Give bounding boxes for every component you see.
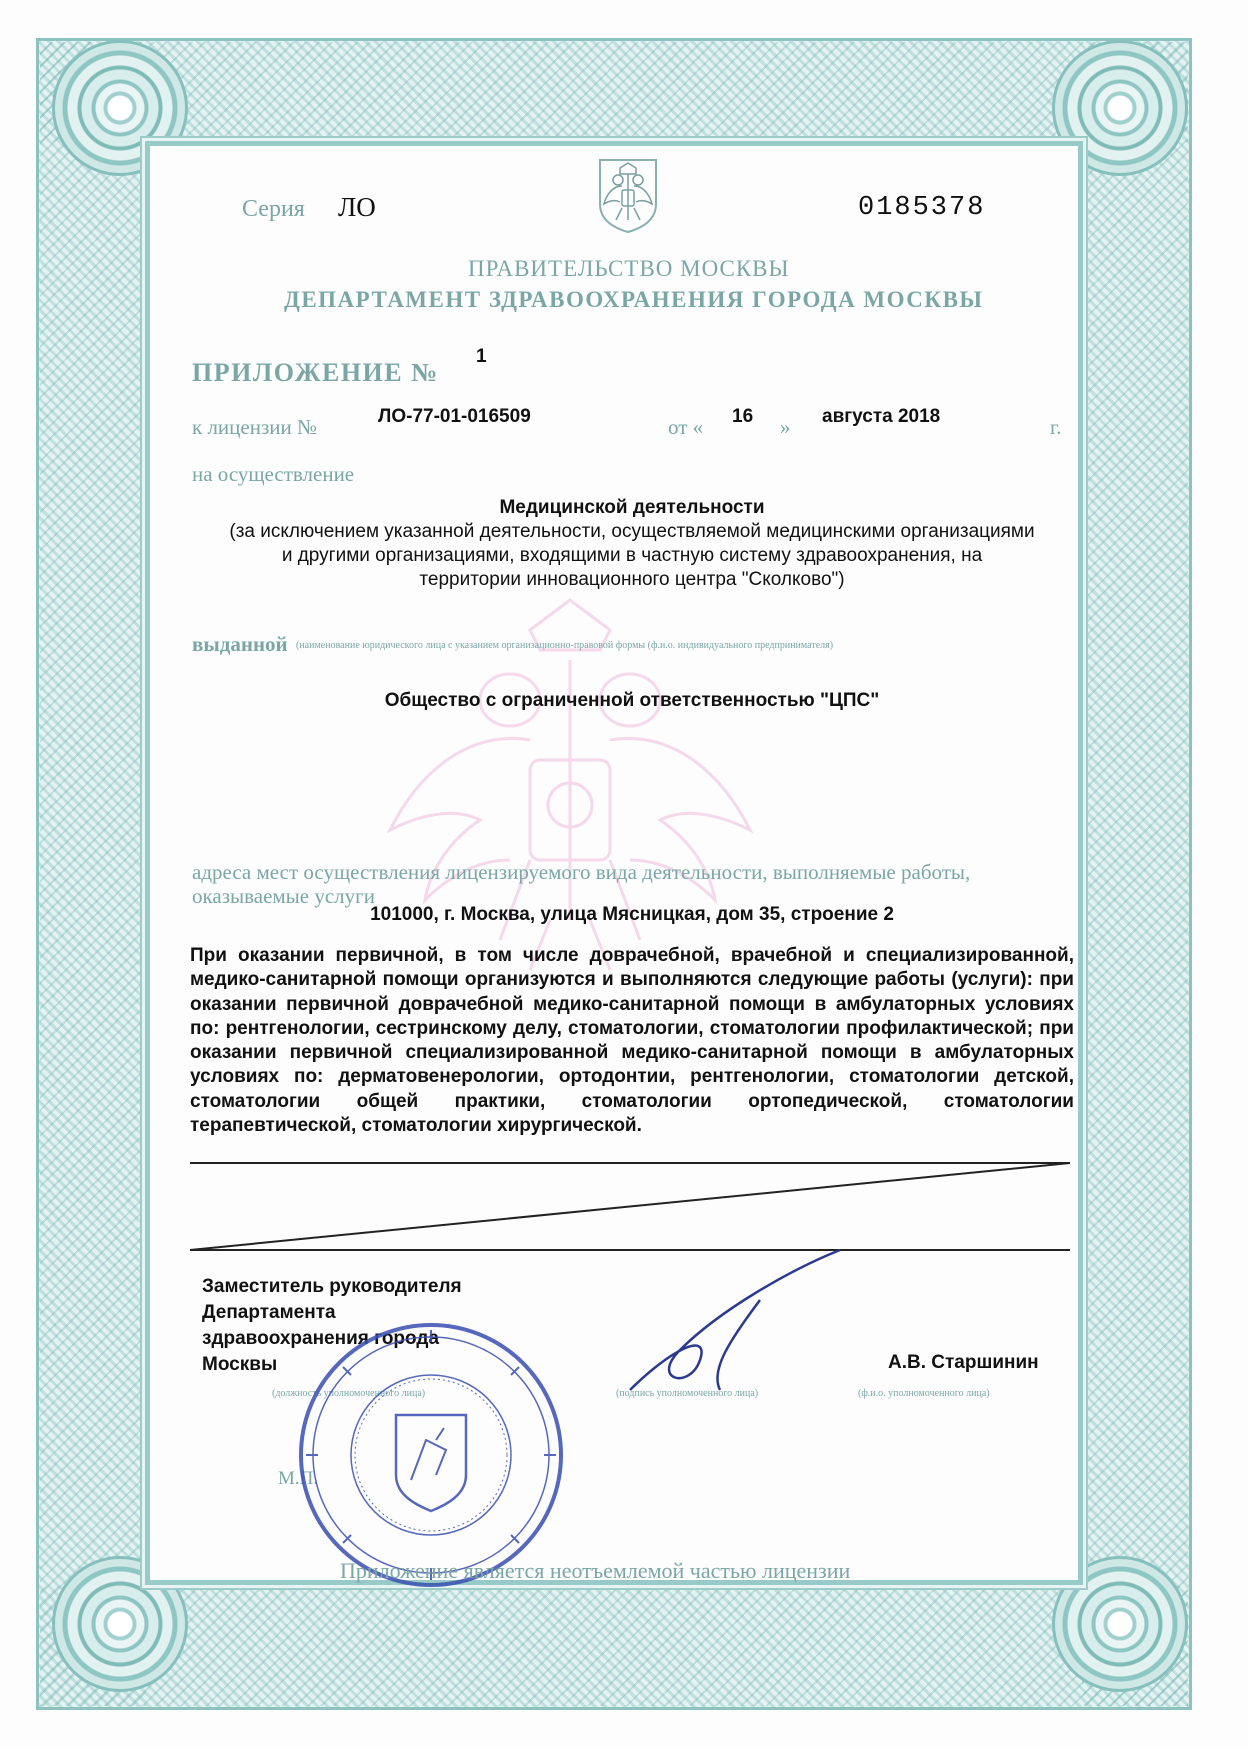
border-band-right xyxy=(1082,42,1188,1706)
address-value: 101000, г. Москва, улица Мясницкая, дом 35, строение 2 xyxy=(370,904,894,925)
signer-position-line: здравоохранения города xyxy=(202,1328,440,1349)
year-suffix: г. xyxy=(1050,415,1062,439)
activity-block xyxy=(180,496,1084,592)
coat-of-arms-icon xyxy=(596,156,660,234)
date-day: 16 xyxy=(732,406,754,427)
handwritten-signature-icon xyxy=(610,1240,870,1400)
signer-name: А.В. Старшинин xyxy=(888,1352,1039,1373)
border-band-left xyxy=(40,42,146,1706)
border-band-bottom xyxy=(40,1586,1188,1706)
purpose-label: на осуществление xyxy=(192,462,355,486)
footer-note: Приложение является неотъемлемой частью лицензии xyxy=(340,1558,851,1583)
license-number: ЛО-77-01-016509 xyxy=(378,406,531,427)
company-name: Общество с ограниченной ответственностью "ЦПС" xyxy=(384,690,880,711)
border-band-top xyxy=(40,42,1188,142)
caption-signature: (подпись уполномоченного лица) xyxy=(616,1388,759,1399)
date-day-close: » xyxy=(780,415,791,439)
signer-position-line: Департамента xyxy=(202,1302,336,1323)
issued-label: выданной xyxy=(192,632,288,656)
issued-hint: (наименование юридического лица с указанием организационно-правовой формы (ф.и.о. индивидуального предпринимателя) xyxy=(296,640,834,651)
activity-line: и другими организациями, входящими в частную систему здравоохранения, на xyxy=(281,545,983,566)
date-from-label: от « xyxy=(668,415,704,439)
signer-position-line: Москвы xyxy=(202,1354,278,1375)
activity-line: (за исключением указанной деятельности, осуществляемой медицинскими организациями xyxy=(229,521,1035,542)
caption-position: (должность уполномоченного лица) xyxy=(272,1388,426,1399)
appendix-label: ПРИЛОЖЕНИЕ № xyxy=(192,358,439,387)
works-paragraph: При оказании первичной, в том числе доврачебной, врачебной и специализированной, медико-санитарной помощи организуются и выполняются следующие работы (услуги): при оказании первичной доврачебной медико-санитарной помощи в амбулаторных условиях по: рентгенологии, сестринскому делу, стоматологии, стоматологии профилактической; при оказании первичной специализированной медико-санитарной помощи в амбулаторных условиях по: дерматовенерологии, ортодонтии, рентгенологии, стоматологии детской, стоматологии общей практики, стоматологии ортопедической, стоматологии терапевтической, стоматологии хирургической. xyxy=(190,945,1074,1137)
series-value: ЛО xyxy=(338,192,376,222)
address-label-cont: оказываемые услуги xyxy=(192,884,376,908)
official-stamp-icon xyxy=(296,1320,566,1590)
address-label: адреса мест осуществления лицензируемого вида деятельности, выполняемые работы, xyxy=(192,860,971,884)
appendix-number: 1 xyxy=(476,346,487,367)
dept-title: ДЕПАРТАМЕНТ ЗДРАВООХРАНЕНИЯ ГОРОДА МОСКВЫ xyxy=(284,287,984,312)
signer-position-line: Заместитель руководителя xyxy=(202,1276,462,1297)
series-label: Серия xyxy=(242,196,305,222)
activity-line: территории инновационного центра "Сколково") xyxy=(419,569,845,590)
form-number: 0185378 xyxy=(858,193,986,223)
gov-title: ПРАВИТЕЛЬСТВО МОСКВЫ xyxy=(468,256,790,281)
caption-name: (ф.и.о. уполномоченного лица) xyxy=(858,1388,990,1399)
mp-label: М.П. xyxy=(278,1468,319,1489)
activity-title: Медицинской деятельности xyxy=(499,497,765,518)
license-label: к лицензии № xyxy=(192,415,318,439)
date-month-year: августа 2018 xyxy=(822,406,941,427)
